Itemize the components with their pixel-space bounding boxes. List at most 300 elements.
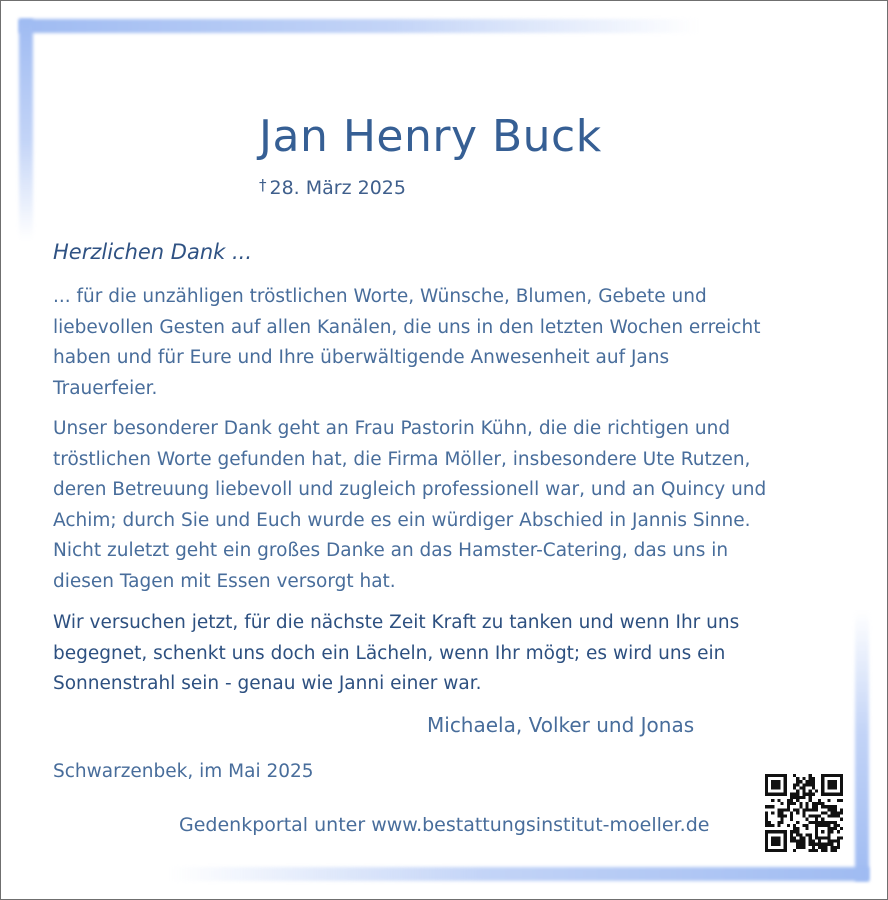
qr-module	[834, 780, 837, 783]
qr-module	[840, 811, 843, 814]
qr-module	[799, 843, 802, 846]
qr-module	[815, 830, 818, 833]
qr-module	[831, 805, 834, 808]
qr-module	[802, 808, 805, 811]
signers: Michaela, Volker und Jonas	[427, 713, 695, 737]
qr-module	[837, 799, 840, 802]
qr-module	[821, 777, 824, 780]
qr-module	[815, 843, 818, 846]
qr-module	[777, 786, 780, 789]
qr-module	[827, 824, 830, 827]
qr-module	[784, 777, 787, 780]
qr-module	[806, 824, 809, 827]
qr-module	[834, 808, 837, 811]
qr-module	[809, 783, 812, 786]
qr-module	[765, 833, 768, 836]
qr-module	[802, 790, 805, 793]
qr-module	[815, 849, 818, 852]
qr-module	[806, 833, 809, 836]
qr-module	[774, 843, 777, 846]
qr-module	[821, 846, 824, 849]
qr-module	[771, 805, 774, 808]
qr-module	[840, 836, 843, 839]
qr-module	[777, 783, 780, 786]
qr-module	[818, 846, 821, 849]
paragraph-line: ... für die unzähligen tröstlichen Worte, Wünsche, Blumen, Gebete und	[53, 286, 707, 307]
qr-module	[806, 805, 809, 808]
qr-module	[793, 824, 796, 827]
qr-module	[802, 836, 805, 839]
qr-module	[777, 811, 780, 814]
qr-module	[771, 774, 774, 777]
qr-module	[821, 780, 824, 783]
qr-module	[796, 799, 799, 802]
qr-module	[831, 840, 834, 843]
qr-module	[790, 799, 793, 802]
qr-module	[793, 808, 796, 811]
qr-module	[771, 840, 774, 843]
qr-module	[799, 786, 802, 789]
qr-module	[821, 830, 824, 833]
qr-code-icon[interactable]	[765, 774, 843, 852]
qr-module	[834, 821, 837, 824]
qr-module	[818, 799, 821, 802]
qr-module	[812, 802, 815, 805]
qr-module	[812, 843, 815, 846]
qr-module	[799, 840, 802, 843]
qr-module	[793, 840, 796, 843]
qr-module	[796, 821, 799, 824]
qr-module	[818, 815, 821, 818]
qr-module	[806, 780, 809, 783]
qr-module	[818, 840, 821, 843]
qr-module	[781, 793, 784, 796]
qr-module	[796, 783, 799, 786]
qr-module	[793, 836, 796, 839]
qr-module	[796, 777, 799, 780]
qr-module	[771, 786, 774, 789]
qr-module	[784, 790, 787, 793]
qr-module	[774, 783, 777, 786]
paragraph-line: tröstlichen Worte gefunden hat, die Firma Möller, insbesondere Ute Rutzen,	[53, 448, 751, 470]
qr-module	[777, 840, 780, 843]
qr-module	[793, 774, 796, 777]
qr-module	[831, 846, 834, 849]
qr-module	[834, 793, 837, 796]
qr-module	[784, 830, 787, 833]
qr-module	[834, 824, 837, 827]
qr-module	[771, 799, 774, 802]
thanks-paragraph-2	[53, 414, 766, 598]
qr-module	[831, 808, 834, 811]
qr-module	[812, 846, 815, 849]
qr-module	[765, 777, 768, 780]
qr-module	[777, 821, 780, 824]
qr-module	[796, 840, 799, 843]
qr-module	[796, 833, 799, 836]
qr-module	[831, 849, 834, 852]
paragraph-line: Sonnenstrahl sein - genau wie Janni einer war.	[53, 673, 482, 695]
thanks-paragraph-3	[53, 608, 739, 700]
qr-module	[840, 827, 843, 830]
qr-module	[834, 783, 837, 786]
qr-module	[796, 780, 799, 783]
qr-module	[824, 811, 827, 814]
qr-module	[765, 846, 768, 849]
qr-module	[790, 833, 793, 836]
qr-module	[840, 790, 843, 793]
qr-module	[796, 811, 799, 814]
qr-module	[806, 818, 809, 821]
qr-module	[781, 811, 784, 814]
qr-module	[781, 830, 784, 833]
qr-module	[827, 836, 830, 839]
qr-module	[837, 830, 840, 833]
qr-module	[821, 811, 824, 814]
qr-module	[802, 796, 805, 799]
qr-module	[793, 827, 796, 830]
qr-module	[821, 821, 824, 824]
qr-module	[837, 815, 840, 818]
qr-module	[827, 774, 830, 777]
frame-band-top	[19, 19, 699, 33]
qr-module	[768, 821, 771, 824]
qr-module	[815, 818, 818, 821]
qr-module	[774, 780, 777, 783]
qr-module	[802, 793, 805, 796]
qr-module	[790, 811, 793, 814]
qr-module	[765, 793, 768, 796]
thanks-heading: Herzlichen Dank ...	[53, 240, 253, 264]
qr-module	[840, 818, 843, 821]
qr-module	[824, 836, 827, 839]
qr-module	[781, 815, 784, 818]
paragraph-line: Nicht zuletzt geht ein großes Danke an das Hamster-Catering, das uns in	[53, 540, 729, 562]
qr-module	[802, 846, 805, 849]
qr-module	[790, 818, 793, 821]
qr-module	[765, 818, 768, 821]
qr-module	[802, 840, 805, 843]
qr-module	[824, 805, 827, 808]
qr-module	[834, 827, 837, 830]
qr-module	[774, 793, 777, 796]
qr-module	[821, 793, 824, 796]
qr-module	[818, 843, 821, 846]
qr-module	[777, 808, 780, 811]
qr-module	[774, 840, 777, 843]
qr-module	[784, 836, 787, 839]
qr-module	[799, 805, 802, 808]
qr-module	[793, 796, 796, 799]
qr-module	[793, 830, 796, 833]
qr-module	[771, 843, 774, 846]
qr-module	[799, 802, 802, 805]
qr-module	[827, 786, 830, 789]
frame-band-left	[19, 19, 33, 239]
qr-module	[768, 830, 771, 833]
qr-module	[840, 783, 843, 786]
qr-module	[812, 815, 815, 818]
thanks-paragraph-1	[53, 282, 760, 404]
qr-module	[796, 796, 799, 799]
qr-module	[784, 793, 787, 796]
qr-module	[771, 836, 774, 839]
qr-module	[784, 780, 787, 783]
qr-module	[802, 777, 805, 780]
qr-module	[840, 808, 843, 811]
qr-module	[771, 849, 774, 852]
qr-module	[834, 774, 837, 777]
qr-module	[812, 793, 815, 796]
qr-module	[777, 824, 780, 827]
qr-module	[787, 799, 790, 802]
qr-module	[790, 793, 793, 796]
qr-module	[831, 811, 834, 814]
qr-module	[765, 811, 768, 814]
qr-module	[765, 843, 768, 846]
qr-module	[784, 815, 787, 818]
qr-module	[827, 840, 830, 843]
qr-module	[834, 786, 837, 789]
qr-module	[781, 802, 784, 805]
qr-module	[827, 805, 830, 808]
qr-module	[831, 827, 834, 830]
qr-module	[806, 827, 809, 830]
qr-module	[821, 818, 824, 821]
qr-module	[827, 793, 830, 796]
qr-module	[787, 802, 790, 805]
qr-module	[809, 808, 812, 811]
qr-module	[831, 786, 834, 789]
qr-module	[815, 833, 818, 836]
qr-module	[815, 805, 818, 808]
paragraph-line: Trauerfeier.	[53, 377, 158, 399]
qr-module	[777, 836, 780, 839]
qr-module	[765, 790, 768, 793]
qr-module	[812, 786, 815, 789]
cross-icon: †	[259, 176, 267, 194]
qr-module	[812, 821, 815, 824]
qr-module	[840, 774, 843, 777]
qr-module	[796, 827, 799, 830]
death-date-line	[259, 177, 406, 199]
qr-module	[831, 774, 834, 777]
qr-module	[821, 786, 824, 789]
qr-module	[818, 802, 821, 805]
qr-module	[809, 774, 812, 777]
qr-module	[765, 836, 768, 839]
qr-module	[774, 836, 777, 839]
qr-module	[840, 786, 843, 789]
qr-module	[812, 783, 815, 786]
qr-module	[827, 799, 830, 802]
qr-module	[837, 811, 840, 814]
qr-module	[765, 824, 768, 827]
qr-module	[784, 843, 787, 846]
qr-module	[827, 833, 830, 836]
qr-module	[790, 802, 793, 805]
qr-module	[837, 774, 840, 777]
qr-module	[781, 849, 784, 852]
qr-module	[799, 780, 802, 783]
qr-module	[777, 830, 780, 833]
qr-module	[815, 821, 818, 824]
qr-module	[818, 824, 821, 827]
qr-module	[821, 824, 824, 827]
qr-module	[812, 780, 815, 783]
qr-module	[815, 802, 818, 805]
qr-module	[790, 796, 793, 799]
qr-module	[809, 836, 812, 839]
qr-module	[802, 811, 805, 814]
paragraph-line: begegnet, schenkt uns doch ein Lächeln, wenn Ihr mögt; es wird uns ein	[53, 642, 726, 664]
qr-module	[840, 780, 843, 783]
qr-module	[834, 811, 837, 814]
qr-module	[768, 793, 771, 796]
qr-module	[809, 840, 812, 843]
death-date: 28. März 2025	[269, 177, 406, 199]
qr-module	[809, 843, 812, 846]
qr-module	[831, 821, 834, 824]
qr-module	[821, 802, 824, 805]
qr-module	[771, 811, 774, 814]
qr-module	[806, 802, 809, 805]
qr-module	[793, 793, 796, 796]
qr-module	[831, 783, 834, 786]
place-date: Schwarzenbek, im Mai 2025	[53, 761, 314, 782]
qr-module	[824, 793, 827, 796]
qr-module	[768, 824, 771, 827]
qr-module	[831, 793, 834, 796]
qr-module	[784, 840, 787, 843]
qr-module	[787, 805, 790, 808]
paragraph-line: Achim; durch Sie und Euch wurde es ein würdiger Abschied in Jannis Sinne.	[53, 509, 751, 531]
qr-module	[781, 774, 784, 777]
qr-module	[834, 805, 837, 808]
qr-module	[821, 849, 824, 852]
qr-module	[793, 783, 796, 786]
qr-module	[765, 815, 768, 818]
qr-module	[799, 836, 802, 839]
deceased-name: Jan Henry Buck	[259, 111, 602, 162]
qr-module	[802, 786, 805, 789]
qr-module	[790, 840, 793, 843]
qr-module	[777, 780, 780, 783]
qr-module	[821, 805, 824, 808]
qr-module	[802, 815, 805, 818]
qr-module	[809, 790, 812, 793]
qr-module	[784, 833, 787, 836]
qr-module	[796, 808, 799, 811]
qr-module	[837, 836, 840, 839]
qr-module	[787, 808, 790, 811]
qr-module	[837, 843, 840, 846]
qr-module	[809, 793, 812, 796]
qr-module	[831, 780, 834, 783]
qr-module	[777, 849, 780, 852]
qr-module	[768, 774, 771, 777]
qr-module	[809, 849, 812, 852]
qr-module	[774, 830, 777, 833]
qr-module	[806, 783, 809, 786]
qr-module	[765, 830, 768, 833]
qr-module	[840, 799, 843, 802]
qr-module	[802, 824, 805, 827]
frame-band-bottom	[169, 867, 869, 881]
qr-module	[815, 790, 818, 793]
qr-module	[765, 849, 768, 852]
qr-module	[796, 846, 799, 849]
qr-module	[765, 821, 768, 824]
qr-module	[815, 815, 818, 818]
qr-module	[771, 824, 774, 827]
qr-module	[806, 793, 809, 796]
qr-module	[824, 821, 827, 824]
qr-module	[771, 780, 774, 783]
qr-module	[765, 786, 768, 789]
qr-module	[827, 827, 830, 830]
qr-module	[777, 843, 780, 846]
qr-module	[796, 843, 799, 846]
qr-module	[793, 849, 796, 852]
qr-module	[784, 786, 787, 789]
qr-module	[790, 836, 793, 839]
qr-module	[834, 815, 837, 818]
qr-module	[812, 849, 815, 852]
qr-module	[834, 840, 837, 843]
qr-module	[784, 783, 787, 786]
qr-module	[840, 777, 843, 780]
qr-module	[837, 840, 840, 843]
qr-module	[827, 780, 830, 783]
qr-module	[787, 824, 790, 827]
qr-module	[777, 815, 780, 818]
qr-module	[827, 821, 830, 824]
qr-module	[790, 815, 793, 818]
qr-module	[799, 796, 802, 799]
qr-module	[771, 830, 774, 833]
qr-module	[827, 843, 830, 846]
qr-module	[793, 802, 796, 805]
qr-module	[809, 799, 812, 802]
qr-module	[821, 843, 824, 846]
qr-module	[821, 774, 824, 777]
memorial-portal-link[interactable]: Gedenkportal unter www.bestattungsinstitut-moeller.de	[179, 814, 710, 836]
qr-module	[812, 805, 815, 808]
qr-module	[837, 824, 840, 827]
frame-band-right	[855, 611, 869, 881]
paragraph-line: Unser besonderer Dank geht an Frau Pastorin Kühn, die die richtigen und	[53, 418, 731, 439]
qr-module	[802, 783, 805, 786]
qr-module	[812, 840, 815, 843]
qr-module	[799, 846, 802, 849]
paragraph-line: haben und für Eure und Ihre überwältigende Anwesenheit auf Jans	[53, 347, 670, 369]
qr-module	[777, 793, 780, 796]
paragraph-line: diesen Tagen mit Essen versorgt hat.	[53, 570, 396, 592]
qr-module	[806, 808, 809, 811]
qr-module	[809, 780, 812, 783]
qr-module	[831, 843, 834, 846]
qr-module	[824, 849, 827, 852]
qr-module	[799, 833, 802, 836]
qr-module	[809, 815, 812, 818]
qr-module	[824, 846, 827, 849]
qr-module	[840, 793, 843, 796]
qr-module	[777, 774, 780, 777]
qr-module	[774, 849, 777, 852]
qr-module	[827, 815, 830, 818]
qr-module	[768, 805, 771, 808]
